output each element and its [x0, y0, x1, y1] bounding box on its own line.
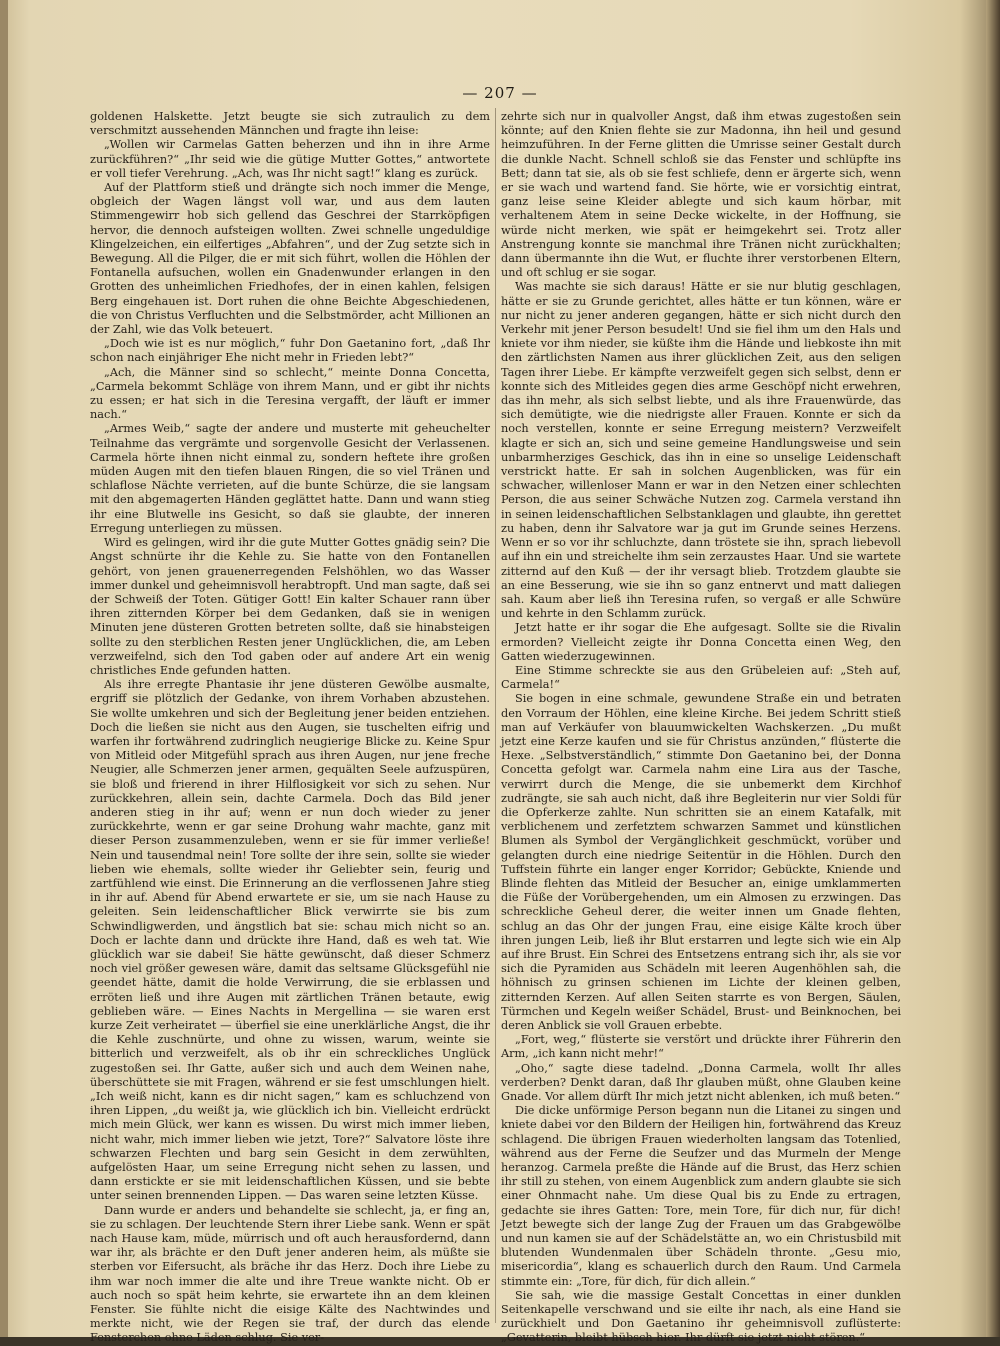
book-gutter: [0, 0, 8, 1337]
paragraph: Was machte sie sich daraus! Hätte er sie nur blutig geschlagen, hätte er sie zu Grunde gerichtet, alles hätte er tun können, wäre er nur nicht zu jener anderen gegangen, hätte er sich nicht durch den Verkehr mit jener Person besudelt! Und sie fiel ihm um den Hals und kniete vor ihm nieder, sie küßte ihm die Hände und liebkoste ihn mit den zärtlichsten Namen aus ihrer glücklichen Zeit, aus den seligen Tagen ihrer Liebe. Er kämpfte verzweifelt gegen sich selbst, denn er konnte sich des Mitleides gegen dies arme Geschöpf nicht erwehren, das ihn mehr, als sich selbst liebte, und als ihre Frauenwürde, das sich demütigte, wie die niedrigste aller Frauen. Konnte er sich da noch verstellen, konnte er seine Erregung meistern? Verzweifelt klagte er sich an, sich und seine gemeine Handlungsweise und sein unbarmherziges Geschick, das ihn in eine so unselige Leidenschaft verstrickt hatte. Er sah in solchen Augenblicken, was für ein schwacher, willenloser Mann er war in den Netzen einer schlechten Person, die aus seiner Schwäche Nutzen zog. Carmela verstand ihn in seinen leidenschaftlichen Selbstanklagen und glaubte, ihn gerettet zu haben, denn ihr Salvatore war ja gut im Grunde seines Herzens. Wenn er so vor ihr schluchzte, dann tröstete sie ihn, sprach liebevoll auf ihn ein und streichelte ihm sein zerzaustes Haar. Und sie wartete zitternd auf den Kuß — der ihr versagt blieb. Trotzdem glaubte sie an eine Besserung, wie sie ihn so ganz entnervt und matt daliegen sah. Kaum aber ließ ihn Teresina rufen, so vergaß er alle Schwüre und kehrte in den Schlamm zurück.: [501, 280, 901, 621]
paragraph: goldenen Halskette. Jetzt beugte sie sich zutraulich zu dem verschmitzt aussehenden Männchen und fragte ihn leise:: [90, 110, 490, 138]
paragraph: Auf der Plattform stieß und drängte sich noch immer die Menge, obgleich der Wagen längst voll war, und aus dem lauten Stimmengewirr hob sich gellend das Geschrei der Starrköpfigen hervor, die dennoch aufsteigen wollten. Zwei schnelle ungeduldige Klingelzeichen, ein eilfertiges „Abfahren“, und der Zug setzte sich in Bewegung. All die Pilger, die er mit sich führt, wollen die Höhlen der Fontanella aufsuchen, wollen ein Gnadenwunder erlangen in den Grotten des unheimlichen Friedhofes, der in einen kahlen, felsigen Berg eingehauen ist. Dort ruhen die ohne Beichte Abgeschiedenen, die von Christus Verfluchten und die Selbstmörder, acht Millionen an der Zahl, wie das Volk beteuert.: [90, 181, 490, 337]
paragraph: „Armes Weib,“ sagte der andere und musterte mit geheuchelter Teilnahme das vergrämte und sorgenvolle Gesicht der Verlassenen. Carmela hörte ihnen nicht einmal zu, sondern heftete ihre großen müden Augen mit den tiefen blauen Ringen, die so viel Tränen und schlaflose Nächte verrieten, auf die bunte Schürze, die sie langsam mit den abgemagerten Händen geglättet hatte. Dann und wann stieg ihr eine Blutwelle ins Gesicht, so daß sie glaubte, der inneren Erregung unterliegen zu müssen.: [90, 422, 490, 535]
right-text-column: [501, 110, 901, 1345]
paragraph: „Oho,“ sagte diese tadelnd. „Donna Carmela, wollt Ihr alles verderben? Denkt daran, daß Ihr glauben müßt, ohne Glauben keine Gnade. Vor allem dürft Ihr mich jetzt nicht ablenken, ich muß beten.“: [501, 1061, 901, 1104]
paragraph: „Fort, weg,“ flüsterte sie verstört und drückte ihrer Führerin den Arm, „ich kann nicht mehr!“: [501, 1033, 901, 1061]
paragraph: Die dicke unförmige Person begann nun die Litanei zu singen und kniete dabei vor den Bildern der Heiligen hin, fortwährend das Kreuz schlagend. Die übrigen Frauen wiederholten langsam das Totenlied, während aus der Ferne die Seufzer und das Murmeln der Menge heranzog. Carmela preßte die Hände auf die Brust, das Herz schien ihr still zu stehen, von einem Augenblick zum andern glaubte sie sich einer Ohnmacht nahe. Um diese Qual bis zu Ende zu ertragen, gedachte sie ihres Gatten: Tore, mein Tore, für dich nur, für dich! Jetzt bewegte sich der lange Zug der Frauen um das Grabgewölbe und nun kamen sie auf der Schädelstätte an, wo ein Christusbild mit blutenden Wundenmalen über Schädeln thronte. „Gesu mio, misericordia“, klang es schauerlich durch den Raum. Und Carmela stimmte ein: „Tore, für dich, für dich allein.“: [501, 1104, 901, 1288]
paragraph: Sie sah, wie die massige Gestalt Concettas in einer dunklen Seitenkapelle verschwand und sie eilte ihr nach, als eine Hand sie zurückhielt und Don Gaetanino ihr geheimnisvoll zuflüsterte: „Gevatterin, bleibt hübsch hier. Ihr dürft sie jetzt nicht stören.“: [501, 1288, 901, 1345]
paragraph: zehrte sich nur in qualvoller Angst, daß ihm etwas zugestoßen sein könnte; auf den Knien flehte sie zur Madonna, ihn heil und gesund heimzuführen. In der Ferne glitten die Umrisse seiner Gestalt durch die dunkle Nacht. Schnell schloß sie das Fenster und schlüpfte ins Bett; dann tat sie, als ob sie fest schliefe, denn er ärgerte sich, wenn er sie wach und wartend fand. Sie hörte, wie er vorsichtig eintrat, ganz leise seine Kleider ablegte und sich kaum hörbar, mit verhaltenem Atem in seine Decke wickelte, in der Hoffnung, sie würde nicht merken, wie spät er heimgekehrt sei. Trotz aller Anstrengung konnte sie manchmal ihre Tränen nicht zurückhalten; dann übermannte ihn die Wut, er fluchte ihrer verstorbenen Eltern, und oft schlug er sie sogar.: [501, 110, 901, 280]
paragraph: Dann wurde er anders und behandelte sie schlecht, ja, er fing an, sie zu schlagen. Der leuchtende Stern ihrer Liebe sank. Wenn er spät nach Hause kam, müde, mürrisch und oft auch herausfordernd, dann war ihr, als brächte er den Duft jener anderen heim, als müßte sie sterben vor Eifersucht, als bräche ihr das Herz. Doch ihre Liebe zu ihm war noch immer die alte und ihre Treue wankte nicht. Ob er auch noch so spät heim kehrte, sie erwartete ihn an dem kleinen Fenster. Sie fühlte nicht die eisige Kälte des Nachtwindes und merkte nicht, wie der Regen sie traf, der durch das elende Fensterchen ohne Läden schlug. Sie ver-: [90, 1203, 490, 1345]
paragraph: „Wollen wir Carmelas Gatten beherzen und ihn in ihre Arme zurückführen?“ „Ihr seid wie die gütige Mutter Gottes,“ antwortete er voll tiefer Verehrung. „Ach, was Ihr nicht sagt!“ klang es zurück.: [90, 138, 490, 180]
paragraph: Wird es gelingen, wird ihr die gute Mutter Gottes gnädig sein? Die Angst schnürte ihr die Kehle zu. Sie hatte von den Fontanellen gehört, von jenen grauenerregenden Felshöhlen, wo das Wasser immer dunkel und geheimnisvoll herabtropft. Und man sagte, daß sei der Schweiß der Toten. Gütiger Gott! Ein kalter Schauer rann über ihren zitternden Körper bei dem Gedanken, daß sie in wenigen Minuten jene düsteren Grotten betreten sollte, daß sie hinabsteigen sollte zu den sterblichen Resten jener Unglücklichen, die, am Leben verzweifelnd, sich den Tod gaben oder auf andere Art ein wenig christliches Ende gefunden hatten.: [90, 536, 491, 677]
paragraph: Jetzt hatte er ihr sogar die Ehe aufgesagt. Sollte sie die Rivalin ermorden? Vielleicht zeigte ihr Donna Concetta einen Weg, den Gatten wiederzugewinnen.: [501, 621, 901, 663]
paragraph: „Ach, die Männer sind so schlecht,“ meinte Donna Concetta, „Carmela bekommt Schläge von ihrem Mann, und er gibt ihr nichts zu essen; er hat sich in die Teresina vergafft, der läuft er immer nach.“: [90, 365, 490, 422]
paragraph: „Doch wie ist es nur möglich,“ fuhr Don Gaetanino fort, „daß Ihr schon nach einjähriger Ehe nicht mehr in Frieden lebt?“: [90, 337, 490, 365]
page-number: — 207 —: [462, 84, 538, 102]
column-divider: [495, 108, 496, 1323]
paragraph: Als ihre erregte Phantasie ihr jene düsteren Gewölbe ausmalte, ergriff sie plötzlich der Gedanke, von ihrem Vorhaben abzustehen. Sie wollte umkehren und sich der Begleitung jener beiden entziehen. Doch die ließen sie nicht aus den Augen, sie tuschelten eifrig und warfen ihr fortwährend zudringlich neugierige Blicke zu. Keine Spur von Mitleid oder Mitgefühl sprach aus ihren Augen, nur jene freche Neugier, alle Schmerzen jener armen, gequälten Seele aufzuspüren, sie bloß und frierend in ihrer Hilflosigkeit vor sich zu sehen. Nur zurückkehren, allein sein, dachte Carmela. Doch das Bild jener anderen stieg in ihr auf; wenn er nun doch wieder zu jener zurückkehrte, wenn er gar seine Drohung wahr machte, ganz mit dieser Person zusammenzuleben, wenn er sie für immer verließe! Nein und tausendmal nein! Tore sollte der ihre sein, sollte sie wieder lieben wie ehemals, sollte wieder ihr Geliebter sein, feurig und zartfühlend wie einst. Die Erinnerung an die verflossenen Jahre stieg in ihr auf. Abend für Abend erwartete er sie, um sie nach Hause zu geleiten. Sein leidenschaftlicher Blick verwirrte sie bis zum Schwindligwerden, und ängstlich bat sie: schau mich nicht so an. Doch er lachte dann und drückte ihre Hand, daß es weh tat. Wie glücklich war sie dabei! Sie hätte gewünscht, daß dieser Schmerz noch viel größer gewesen wäre, damit das seltsame Glücksgefühl nie geendet hätte, damit die holde Verwirrung, die sie erblassen und erröten ließ und ihre Augen mit zärtlichen Tränen betaute, ewig geblieben wäre. — Eines Nachts in Mergellina — sie waren erst kurze Zeit verheiratet — überfiel sie eine unerklärliche Angst, die ihr die Kehle zuschnürte, und ohne zu wissen, warum, weinte sie bitterlich und verzweifelt, als ob ihr ein schreckliches Unglück zugestoßen sei. Ihr Gatte, außer sich und auch dem Weinen nahe, überschüttete sie mit Fragen, während er sie fest umschlungen hielt. „Ich weiß nicht, kann es dir nicht sagen,“ kam es schluchzend von ihren Lippen, „du weißt ja, wie glücklich ich bin. Vielleicht erdrückt mich mein Glück, wer kann es wissen. Du wirst mich immer lieben, nicht wahr, mich immer lieben wie jetzt, Tore?“ Salvatore löste ihre schwarzen Flechten und barg sein Gesicht in dem zerwühlten, aufgelösten Haar, um seine Erregung nicht sehen zu lassen, und dann erstickte er sie mit leidenschaftlichen Küssen, und sie bebte unter seinen brennenden Lippen. — Das waren seine letzten Küsse.: [90, 678, 490, 1203]
page-edge: [986, 0, 1000, 1337]
paragraph: Eine Stimme schreckte sie aus den Grübeleien auf: „Steh auf, Carmela!“: [501, 663, 901, 692]
left-text-column: [90, 110, 491, 1345]
paragraph: Sie bogen in eine schmale, gewundene Straße ein und betraten den Vorraum der Höhlen, eine kleine Kirche. Bei jedem Schritt stieß man auf Verkäufer von blauumwickelten Wachskerzen. „Du mußt jetzt eine Kerze kaufen und sie für Christus anzünden,“ flüsterte die Hexe. „Selbstverständlich,“ stimmte Don Gaetanino bei, der Donna Concetta gefolgt war. Carmela nahm eine Lira aus der Tasche, verwirrt durch die Menge, die sie unbemerkt dem Kirchhof zudrängte, sie sah auch nicht, daß ihre Begleiterin nur vier Soldi für die Opferkerze zahlte. Nun schritten sie an einem Katafalk, mit verblichenem und zerfetztem schwarzen Sammet und künstlichen Blumen als Symbol der Vergänglichkeit geschmückt, vorüber und gelangten durch eine niedrige Seitentür in die Höhlen. Durch den Tuffstein führte ein langer enger Korridor; Gebückte, Kniende und Blinde flehten das Mitleid der Besucher an, einige umklammerten die Füße der Vorübergehenden, um ein Almosen zu erzwingen. Das schreckliche Geheul derer, die weiter innen um Gnade flehten, schlug an das Ohr der jungen Frau, eine eisige Kälte kroch über ihren jungen Leib, ließ ihr Blut erstarren und legte sich wie ein Alp auf ihre Brust. Ein Schrei des Entsetzens entrang sich ihr, als sie vor sich die Pyramiden aus Schädeln mit leeren Augenhöhlen sah, die höhnisch zu grinsen schienen im Lichte der kleinen gelben, zitternden Kerzen. Auf allen Seiten starrte es von Bergen, Säulen, Türmchen und Kegeln weißer Schädel, Brust- und Beinknochen, bei deren Anblick sie voll Grauen erbebte.: [501, 692, 901, 1032]
